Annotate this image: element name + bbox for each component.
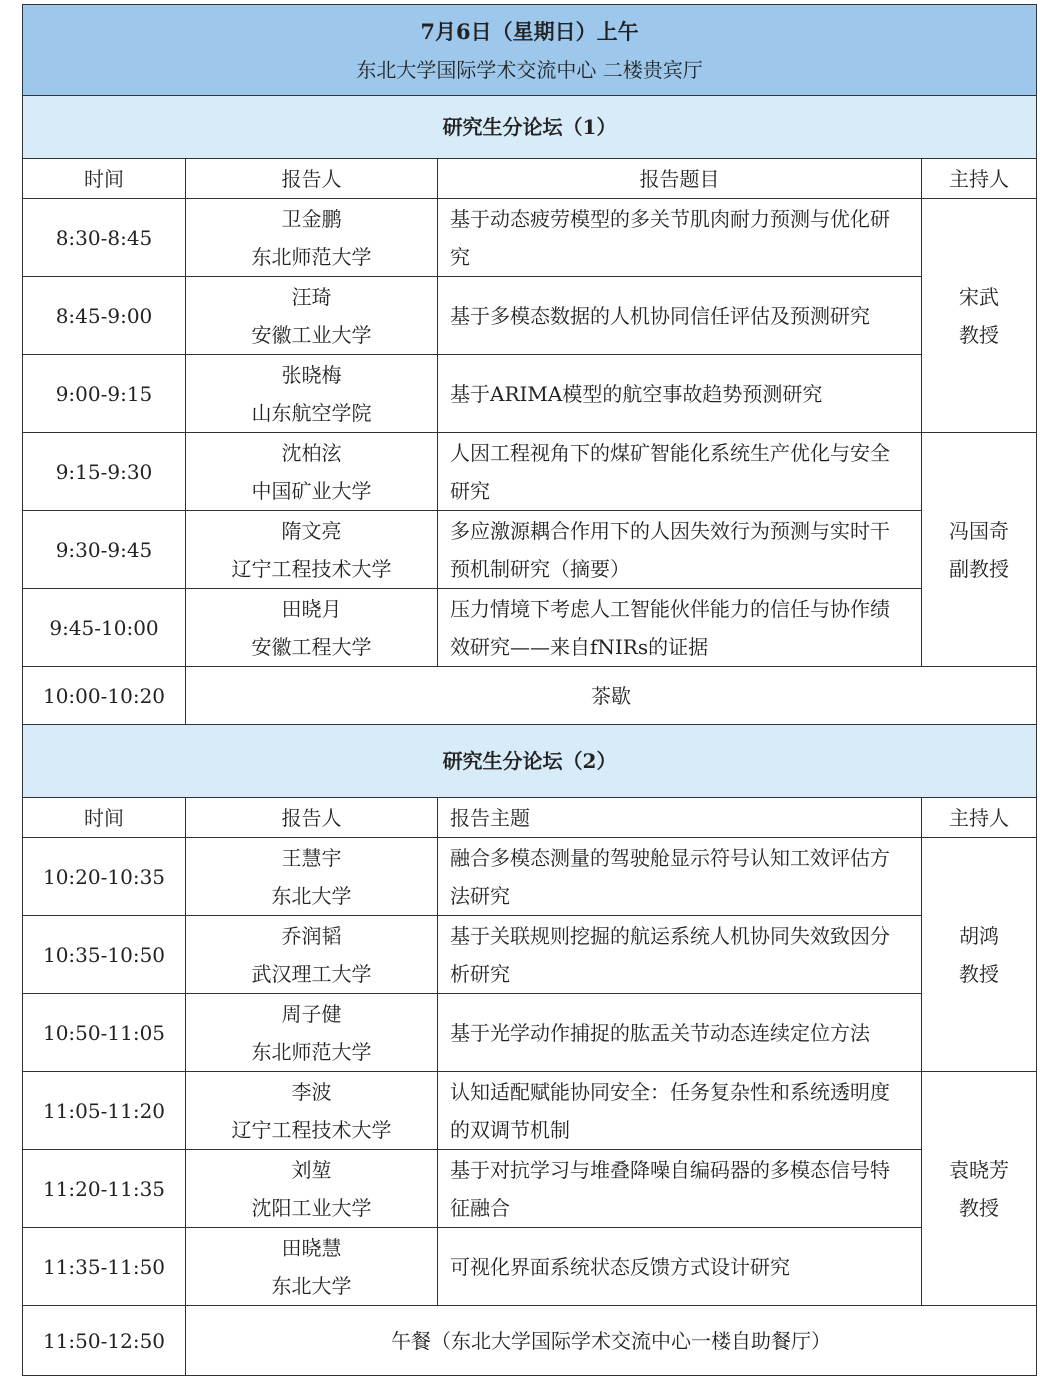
schedule-venue: 东北大学国际学术交流中心 二楼贵宾厅 [356, 58, 703, 82]
break-label: 茶歇 [186, 667, 1037, 725]
host-cell [922, 1072, 1037, 1306]
time-cell: 9:30-9:45 [23, 511, 186, 589]
speaker-affiliation: 安徽工业大学 [251, 322, 372, 347]
topic-cell: 基于关联规则挖掘的航运系统人机协同失效致因分析研究 [438, 916, 922, 994]
topic-cell: 多应激源耦合作用下的人因失效行为预测与实时干预机制研究（摘要） [438, 511, 922, 589]
table-row [23, 511, 1037, 589]
speaker-name: 田晓月 [281, 596, 342, 621]
time-cell: 9:45-10:00 [23, 589, 186, 667]
column-header: 时间 [23, 798, 186, 838]
speaker-cell [186, 994, 438, 1072]
table-row [23, 589, 1037, 667]
host-title: 教授 [959, 961, 1000, 986]
table-row [23, 199, 1037, 277]
speaker-affiliation: 东北大学 [271, 883, 352, 908]
speaker-name: 王慧宇 [281, 845, 342, 870]
topic-cell: 可视化界面系统状态反馈方式设计研究 [438, 1228, 922, 1306]
speaker-name: 张晓梅 [281, 362, 342, 387]
topic-cell: 认知适配赋能协同安全：任务复杂性和系统透明度的双调节机制 [438, 1072, 922, 1150]
host-name: 胡鸿 [959, 923, 1000, 948]
table-row [23, 838, 1037, 916]
speaker-affiliation: 山东航空学院 [251, 400, 372, 425]
speaker-affiliation: 东北师范大学 [251, 1039, 372, 1064]
column-header: 时间 [23, 159, 186, 199]
session-title: 研究生分论坛（1） [23, 96, 1037, 159]
host-title: 副教授 [949, 556, 1010, 581]
speaker-name: 汪琦 [291, 284, 332, 309]
column-header: 报告人 [186, 159, 438, 199]
host-name: 袁晓芳 [949, 1157, 1010, 1182]
topic-cell: 基于多模态数据的人机协同信任评估及预测研究 [438, 277, 922, 355]
column-header: 报告人 [186, 798, 438, 838]
speaker-cell [186, 1072, 438, 1150]
topic-cell: 基于对抗学习与堆叠降噪自编码器的多模态信号特征融合 [438, 1150, 922, 1228]
speaker-cell [186, 1228, 438, 1306]
speaker-name: 周子健 [281, 1001, 342, 1026]
host-cell [922, 199, 1037, 433]
topic-cell: 基于动态疲劳模型的多关节肌肉耐力预测与优化研究 [438, 199, 922, 277]
host-name: 宋武 [959, 284, 1000, 309]
speaker-name: 隋文亮 [281, 518, 342, 543]
topic-cell: 融合多模态测量的驾驶舱显示符号认知工效评估方法研究 [438, 838, 922, 916]
schedule-table [22, 4, 1037, 1376]
time-cell: 10:35-10:50 [23, 916, 186, 994]
speaker-name: 田晓慧 [281, 1235, 342, 1260]
time-cell: 10:20-10:35 [23, 838, 186, 916]
speaker-name: 乔润韬 [281, 923, 342, 948]
table-row [23, 277, 1037, 355]
host-cell [922, 433, 1037, 667]
column-header-row [23, 159, 1037, 199]
time-cell: 11:20-11:35 [23, 1150, 186, 1228]
speaker-cell [186, 916, 438, 994]
speaker-name: 刘堃 [291, 1157, 332, 1182]
column-header-row [23, 798, 1037, 838]
speaker-cell [186, 511, 438, 589]
speaker-affiliation: 中国矿业大学 [251, 478, 372, 503]
time-cell: 8:30-8:45 [23, 199, 186, 277]
host-cell [922, 838, 1037, 1072]
host-title: 教授 [959, 322, 1000, 347]
session-2-header [23, 725, 1037, 798]
session-title: 研究生分论坛（2） [23, 725, 1037, 798]
host-name: 冯国奇 [949, 518, 1010, 543]
topic-cell: 人因工程视角下的煤矿智能化系统生产优化与安全研究 [438, 433, 922, 511]
speaker-affiliation: 辽宁工程技术大学 [231, 1117, 392, 1142]
speaker-cell [186, 838, 438, 916]
break-time: 11:50-12:50 [23, 1306, 186, 1376]
speaker-affiliation: 沈阳工业大学 [251, 1195, 372, 1220]
table-row [23, 994, 1037, 1072]
speaker-name: 沈柏泫 [281, 440, 342, 465]
topic-cell: 压力情境下考虑人工智能伙伴能力的信任与协作绩效研究——来自fNIRs的证据 [438, 589, 922, 667]
speaker-cell [186, 355, 438, 433]
table-row [23, 1072, 1037, 1150]
host-title: 教授 [959, 1195, 1000, 1220]
column-header: 报告主题 [438, 798, 922, 838]
speaker-cell [186, 433, 438, 511]
speaker-name: 卫金鹏 [281, 206, 342, 231]
column-header: 主持人 [922, 159, 1037, 199]
column-header: 报告题目 [438, 159, 922, 199]
time-cell: 9:00-9:15 [23, 355, 186, 433]
topic-cell: 基于ARIMA模型的航空事故趋势预测研究 [438, 355, 922, 433]
time-cell: 11:05-11:20 [23, 1072, 186, 1150]
speaker-affiliation: 东北师范大学 [251, 244, 372, 269]
table-row [23, 1228, 1037, 1306]
time-cell: 10:50-11:05 [23, 994, 186, 1072]
table-row [23, 433, 1037, 511]
time-cell: 11:35-11:50 [23, 1228, 186, 1306]
speaker-affiliation: 武汉理工大学 [251, 961, 372, 986]
speaker-affiliation: 安徽工程大学 [251, 634, 372, 659]
break-label: 午餐（东北大学国际学术交流中心一楼自助餐厅） [186, 1306, 1037, 1376]
schedule-header [23, 5, 1037, 96]
speaker-cell [186, 277, 438, 355]
time-cell: 8:45-9:00 [23, 277, 186, 355]
schedule-title: 7月6日（星期日）上午 [420, 19, 639, 44]
break-row [23, 667, 1037, 725]
break-time: 10:00-10:20 [23, 667, 186, 725]
speaker-cell [186, 589, 438, 667]
topic-cell: 基于光学动作捕捉的肱盂关节动态连续定位方法 [438, 994, 922, 1072]
time-cell: 9:15-9:30 [23, 433, 186, 511]
speaker-affiliation: 辽宁工程技术大学 [231, 556, 392, 581]
speaker-cell [186, 1150, 438, 1228]
table-row [23, 1150, 1037, 1228]
speaker-affiliation: 东北大学 [271, 1273, 352, 1298]
break-row [23, 1306, 1037, 1376]
session-1-header [23, 96, 1037, 159]
column-header: 主持人 [922, 798, 1037, 838]
table-row [23, 916, 1037, 994]
speaker-cell [186, 199, 438, 277]
table-row [23, 355, 1037, 433]
speaker-name: 李波 [291, 1079, 332, 1104]
